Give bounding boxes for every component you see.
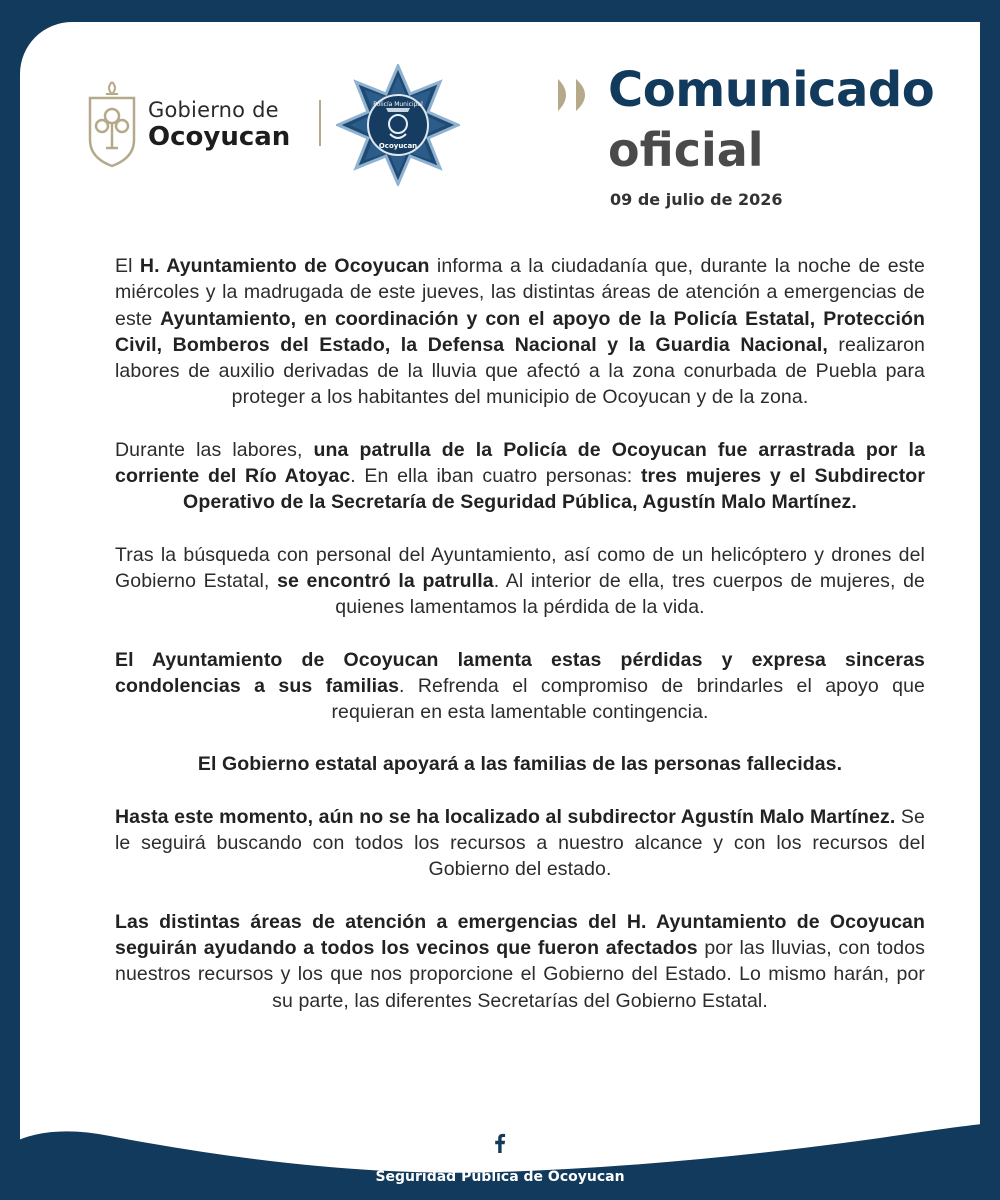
bold-text-run: El Ayuntamiento de Ocoyucan lamenta estas pérdidas y expresa sinceras condolencias a sus familias: [115, 648, 925, 697]
text-run: por las lluvias, con todos nuestros recursos y los que nos proporcione el Gobierno del Estado. Lo mismo harán, por su parte, las diferentes Secretarías del Gobierno Estatal.: [115, 936, 925, 1012]
police-badge-logo: [336, 64, 460, 186]
text-run: . Al interior de ella, tres cuerpos de mujeres, de quienes lamentamos la pérdida de la vida.: [335, 569, 925, 619]
bold-text-run: Ayuntamiento, en coordinación y con el apoyo de la Policía Estatal, Protección Civil, Bomberos del Estado, la Defensa Nacional y la Guardia Nacional,: [115, 307, 925, 356]
text-run: . En ella iban cuatro personas:: [350, 465, 641, 488]
text-run: Durante las labores,: [115, 438, 314, 461]
government-name-line1: Gobierno de: [148, 98, 279, 122]
header-divider: [319, 100, 321, 146]
badge-label-top: Policía Municipal: [373, 101, 423, 108]
text-run: Se le seguirá buscando con todos los recursos a nuestro alcance y con los recursos del Gobierno del estado.: [115, 805, 925, 881]
bold-text-run: tres mujeres y el Subdirector Operativo de la Secretaría de Seguridad Pública, Agustín Malo Martínez.: [183, 465, 926, 514]
body-paragraph: [115, 437, 925, 516]
badge-label-bottom: Ocoyucan: [378, 142, 418, 150]
bold-text-run: H. Ayuntamiento de Ocoyucan: [139, 255, 430, 277]
text-run: Tras la búsqueda con personal del Ayuntamiento, así como de un helicóptero y drones del Gobierno Estatal,: [115, 543, 925, 592]
text-run: El: [115, 255, 140, 277]
bold-text-run: El Gobierno estatal apoyará a las familias de las personas fallecidas.: [197, 753, 843, 776]
body-paragraph: [115, 647, 925, 726]
text-run: realizaron labores de auxilio derivadas de la lluvia que afectó a la zona conurbada de Puebla para proteger a los habitantes del municipio de Ocoyucan y de la zona.: [115, 333, 925, 409]
communique-subtitle: oficial: [608, 123, 764, 177]
quote-mark-icon: [556, 77, 598, 113]
body-paragraph: [115, 542, 925, 621]
text-run: . Refrenda el compromiso de brindarles el apoyo que requieran en esta lamentable contingencia.: [331, 674, 926, 724]
bold-text-run: se encontró la patrulla: [277, 569, 494, 592]
facebook-icon[interactable]: [484, 1127, 516, 1159]
body-paragraph: [115, 253, 925, 411]
bold-text-run: Hasta este momento, aún no se ha localizado al subdirector Agustín Malo Martínez.: [115, 805, 896, 828]
footer-account-name[interactable]: Seguridad Pública de Ocoyucan: [375, 1169, 625, 1185]
body-paragraph: [115, 751, 925, 777]
body-paragraph: [115, 909, 925, 1014]
bold-text-run: una patrulla de la Policía de Ocoyucan fue arrastrada por la corriente del Río Atoyac: [115, 438, 926, 488]
bold-text-run: Las distintas áreas de atención a emergencias del H. Ayuntamiento de Ocoyucan seguirán ayudando a todos los vecinos que fueron afectados: [115, 910, 925, 959]
communique-date: 09 de julio de 2026: [610, 190, 783, 209]
text-run: informa a la ciudadanía que, durante la noche de este miércoles y la madrugada de este jueves, las distintas áreas de atención a emergencias de este: [115, 255, 925, 330]
government-name-line2: Ocoyucan: [148, 122, 291, 152]
government-name: [148, 98, 290, 152]
communique-title: Comunicado: [608, 62, 935, 118]
communique-card: [20, 22, 980, 1180]
body-paragraph: [115, 804, 925, 883]
ocoyucan-crest-logo: [80, 80, 144, 168]
communique-body: [115, 253, 925, 1040]
